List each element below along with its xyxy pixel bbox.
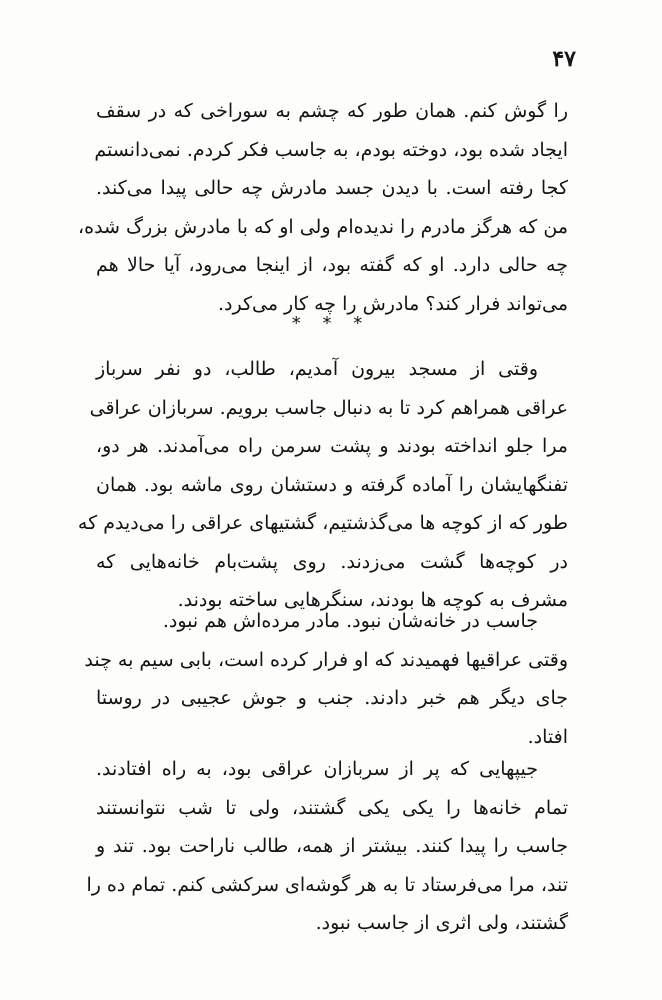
text-line: تفنگهایشان را آماده گرفته و دستشان روی ماشه بود. همان — [96, 473, 568, 496]
text-line: مشرف به کوچه ها بودند، سنگرهایی ساخته بودند. — [177, 589, 568, 611]
text-line: طور که از کوچه ها می‌گذشتیم، گشتیهای عراقی را می‌دیدم که — [77, 512, 568, 534]
text-line: کجا رفته است. با دیدن جسد مادرش چه حالی پیدا می‌کند. — [96, 177, 568, 199]
text-line: جای دیگر هم خبر دادند. جنب و جوش عجیبی در روستا — [96, 687, 568, 709]
page-number: ۴۷ — [552, 46, 576, 72]
text-line: جاسب در خانه‌شان نبود. مادر مرده‌اش هم نبود. — [162, 610, 538, 632]
text-line: من که هرگز مادرم را ندیده‌ام ولی او که با مادرش بزرگ شده، — [77, 215, 568, 238]
text-line: جاسب را پیدا کنند. بیشتر از همه، طالب ناراحت بود. تند و — [96, 835, 568, 857]
paragraph-3 — [84, 602, 568, 756]
text-line: در کوچه‌ها گشت می‌زدند. روی پشت‌بام خانه‌هایی که — [96, 550, 568, 573]
section-separator: * * * — [291, 313, 371, 334]
text-line: گشتند، ولی اثری از جاسب نبود. — [315, 912, 568, 934]
text-line: تمام خانه‌ها را یکی یکی گشتند، ولی تا شب نتوانستند — [96, 796, 568, 819]
text-line: مرا جلو انداخته بودند و پشت سرمن راه می‌آمدند. هر دو، — [96, 435, 568, 457]
paragraph-1 — [77, 92, 568, 323]
paragraph-4 — [86, 750, 568, 943]
text-line: عراقی همراهم کرد تا به دنبال جاسب برویم. سربازان عراقی — [89, 396, 568, 419]
text-line: چه حالی دارد. او که گفته بود، از اینجا می‌رود، آیا حالا هم — [96, 254, 568, 276]
text-line: می‌تواند فرار کند؟ مادرش را چه کار می‌کرد. — [217, 292, 568, 315]
text-line: جیپهایی که پر از سربازان عراقی بود، به راه افتادند. — [96, 758, 539, 780]
text-line: را گوش کنم. همان طور که چشم به سوراخی که در سقف — [96, 100, 568, 122]
text-line: ایجاد شده بود، دوخته بودم، به جاسب فکر کردم. نمی‌دانستم — [94, 138, 568, 161]
text-line: وقتی از مسجد بیرون آمدیم، طالب، دو نفر سرباز — [96, 358, 538, 380]
text-line: وقتی عراقیها فهمیدند که او فرار کرده است، بابی سیم به چند — [84, 648, 568, 671]
paragraph-2 — [77, 350, 568, 620]
text-line: افتاد. — [527, 725, 568, 748]
text-line: تند، مرا می‌فرستاد تا به هر گوشه‌ای سرکشی کنم. تمام ده را — [86, 873, 568, 896]
